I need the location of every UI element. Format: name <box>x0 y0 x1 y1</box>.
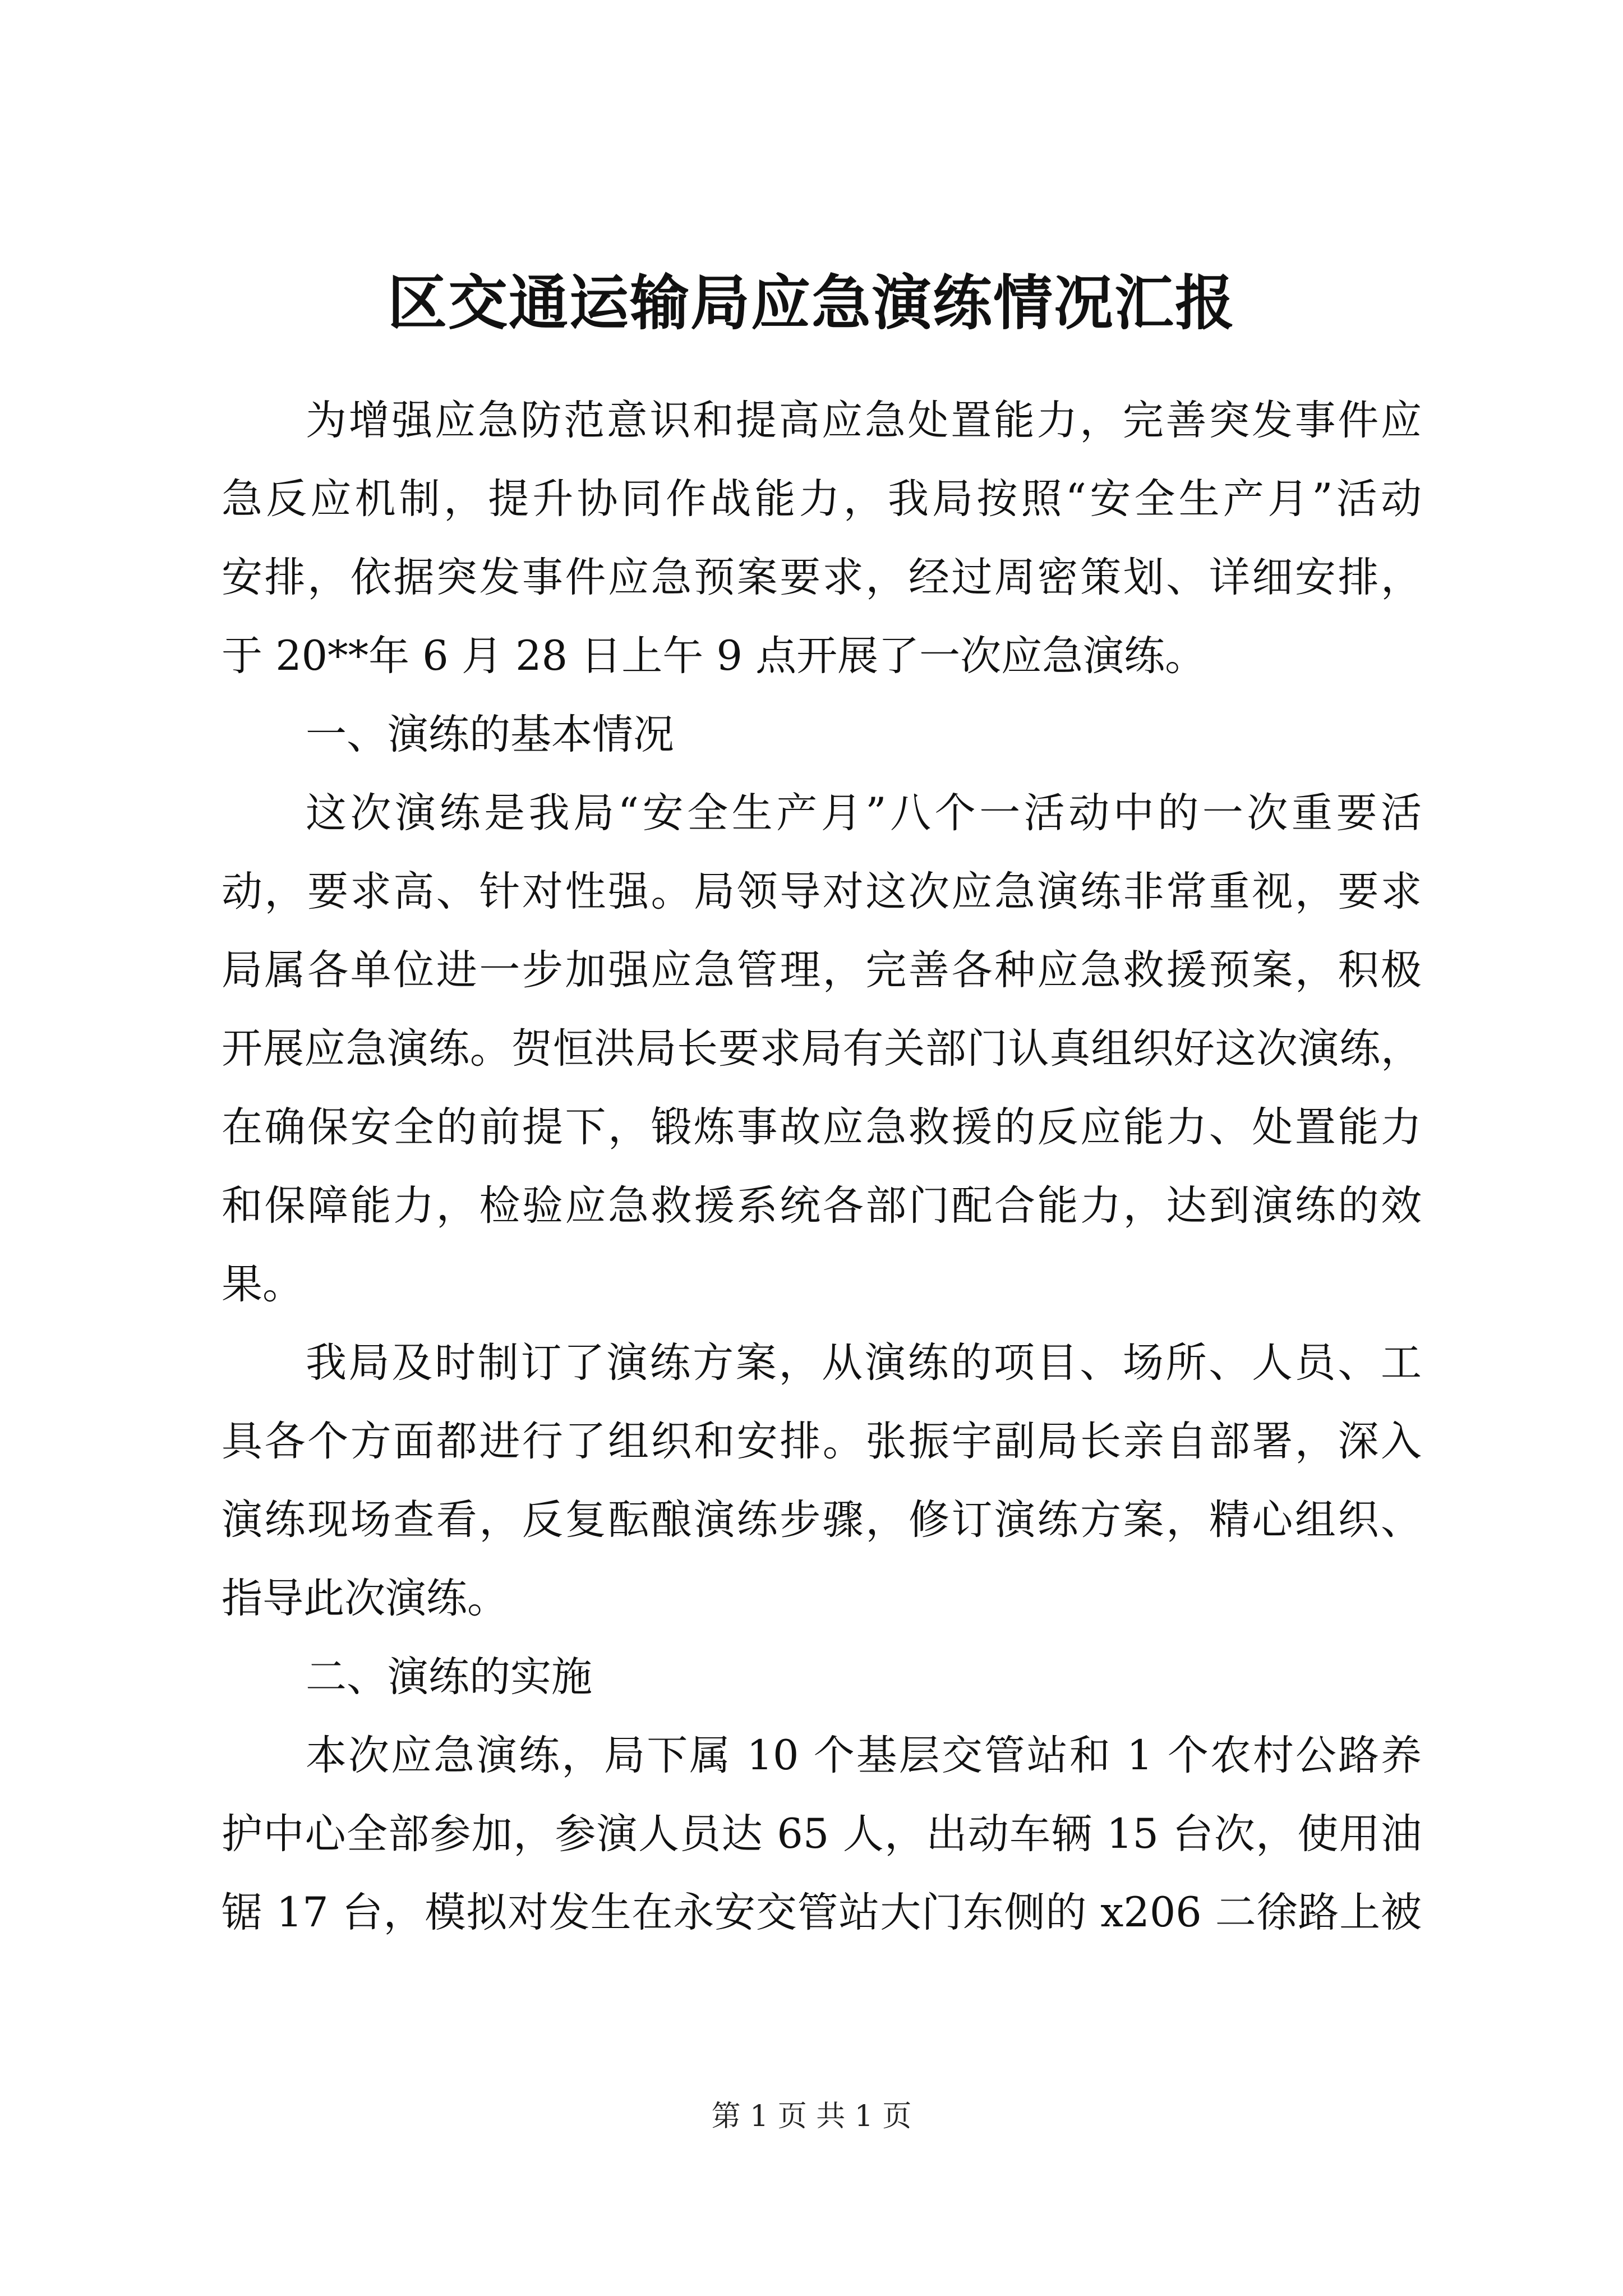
paragraph-line: 具各个方面都进行了组织和安排。张振宇副局长亲自部署，深入 <box>222 1418 1422 1465</box>
paragraph-line: 指导此次演练。 <box>222 1575 508 1622</box>
paragraph-line: 动，要求高、针对性强。局领导对这次应急演练非常重视，要求 <box>222 868 1422 915</box>
paragraph-line: 和保障能力，检验应急救援系统各部门配合能力，达到演练的效 <box>222 1182 1422 1230</box>
section-heading: 二、演练的实施 <box>306 1653 592 1701</box>
section-heading: 一、演练的基本情况 <box>306 711 674 758</box>
paragraph-line: 锯 17 台，模拟对发生在永安交管站大门东侧的 x206 二徐路上被 <box>222 1889 1422 1936</box>
paragraph-line: 开展应急演练。贺恒洪局长要求局有关部门认真组织好这次演练， <box>222 1025 1422 1073</box>
paragraph-line: 我局及时制订了演练方案，从演练的项目、场所、人员、工 <box>306 1339 1422 1387</box>
paragraph-line: 演练现场查看，反复酝酿演练步骤，修订演练方案，精心组织、 <box>222 1496 1422 1544</box>
paragraph-line: 护中心全部参加，参演人员达 65 人，出动车辆 15 台次，使用油 <box>222 1810 1422 1858</box>
paragraph-line: 为增强应急防范意识和提高应急处置能力，完善突发事件应 <box>306 397 1422 444</box>
paragraph-line: 在确保安全的前提下，锻炼事故应急救援的反应能力、处置能力 <box>222 1103 1422 1151</box>
paragraph-line: 这次演练是我局“安全生产月”八个一活动中的一次重要活 <box>306 789 1422 837</box>
paragraph-line: 安排，依据突发事件应急预案要求，经过周密策划、详细安排， <box>222 554 1422 601</box>
document-title: 区交通运输局应急演练情况汇报 <box>388 268 1235 338</box>
paragraph-line: 本次应急演练，局下属 10 个基层交管站和 1 个农村公路养 <box>306 1732 1422 1779</box>
paragraph-line: 果。 <box>222 1260 303 1308</box>
paragraph-line: 局属各单位进一步加强应急管理，完善各种应急救援预案，积极 <box>222 946 1422 994</box>
paragraph-line: 于 20**年 6 月 28 日上午 9 点开展了一次应急演练。 <box>222 632 1206 680</box>
paragraph-line: 急反应机制，提升协同作战能力，我局按照“安全生产月”活动 <box>222 475 1422 523</box>
page-number-footer: 第 1 页 共 1 页 <box>711 2100 912 2133</box>
